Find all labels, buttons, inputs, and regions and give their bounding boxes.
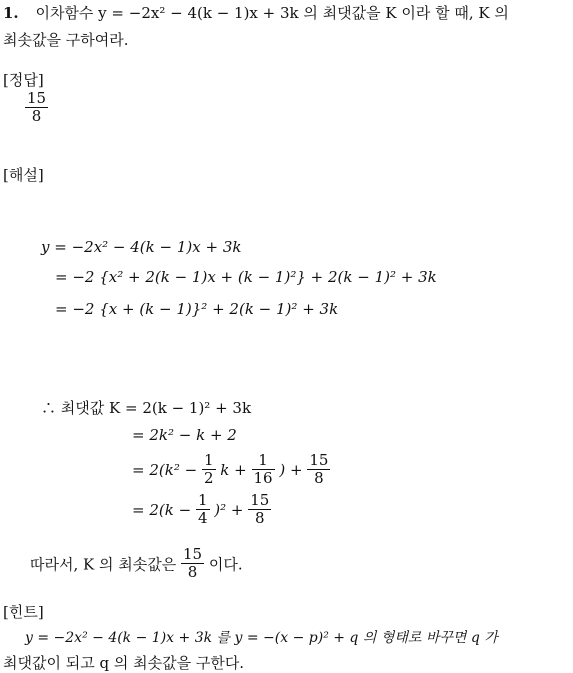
problem-number: 1. [3, 4, 19, 22]
max3-part-c: ) + [279, 460, 303, 479]
solution-heading: [해설] [3, 166, 44, 184]
solution-eq1: y = −2x² − 4(k − 1)x + 3k [41, 238, 242, 256]
solution-max3 [132, 452, 330, 488]
max3-frac3-den: 8 [314, 469, 324, 488]
max4-frac1-den: 4 [197, 509, 208, 528]
solution-max1: ∴ 최댓값 K = 2(k − 1)² + 3k [41, 399, 252, 417]
answer-denominator: 8 [31, 107, 42, 126]
max3-part-a: = 2(k² − [132, 460, 198, 479]
max4-part-b: )² + [214, 500, 244, 519]
hint-line1: y = −2x² − 4(k − 1)x + 3k 를 y = −(x − p)² + q 의 형태로 바꾸면 q 가 [25, 630, 498, 646]
max4-frac2-num: 15 [250, 491, 270, 509]
solution-eq2: = −2 {x² + 2(k − 1)x + (k − 1)²} + 2(k − 1)² + 3k [55, 268, 437, 286]
problem [3, 6, 509, 21]
hint-heading: [힌트] [3, 603, 44, 621]
max3-part-b: k + [220, 460, 247, 479]
max3-frac1-den: 2 [203, 469, 214, 488]
solution-eq3: = −2 {x + (k − 1)}² + 2(k − 1)² + 3k [55, 300, 339, 318]
hint-line2: 최댓값이 되고 q 의 최솟값을 구한다. [3, 654, 245, 672]
answer-numerator: 15 [27, 89, 47, 107]
answer-heading: [정답] [3, 71, 44, 89]
answer-fraction [25, 90, 48, 126]
problem-text-line2: 최솟값을 구하여라. [3, 31, 129, 49]
max4-part-a: = 2(k − [132, 500, 192, 519]
max3-frac1-num: 1 [203, 451, 214, 469]
solution-max4 [132, 492, 271, 528]
conclusion-part-a: 따라서, K 의 최솟값은 [30, 555, 177, 574]
max3-frac2-den: 16 [253, 469, 273, 488]
max3-frac2-num: 1 [252, 452, 275, 470]
solution-conclusion [30, 546, 243, 582]
problem-text-line1: 이차함수 y = −2x² − 4(k − 1)x + 3k 의 최댓값을 K 이라 할 때, K 의 [35, 4, 509, 22]
solution-max2: = 2k² − k + 2 [132, 426, 237, 444]
max4-frac2-den: 8 [255, 509, 265, 528]
max3-frac3-num: 15 [309, 451, 329, 469]
conclusion-den: 8 [187, 563, 198, 582]
conclusion-num: 15 [182, 545, 203, 563]
conclusion-part-b: 이다. [208, 555, 243, 574]
max4-frac1-num: 1 [197, 491, 208, 509]
